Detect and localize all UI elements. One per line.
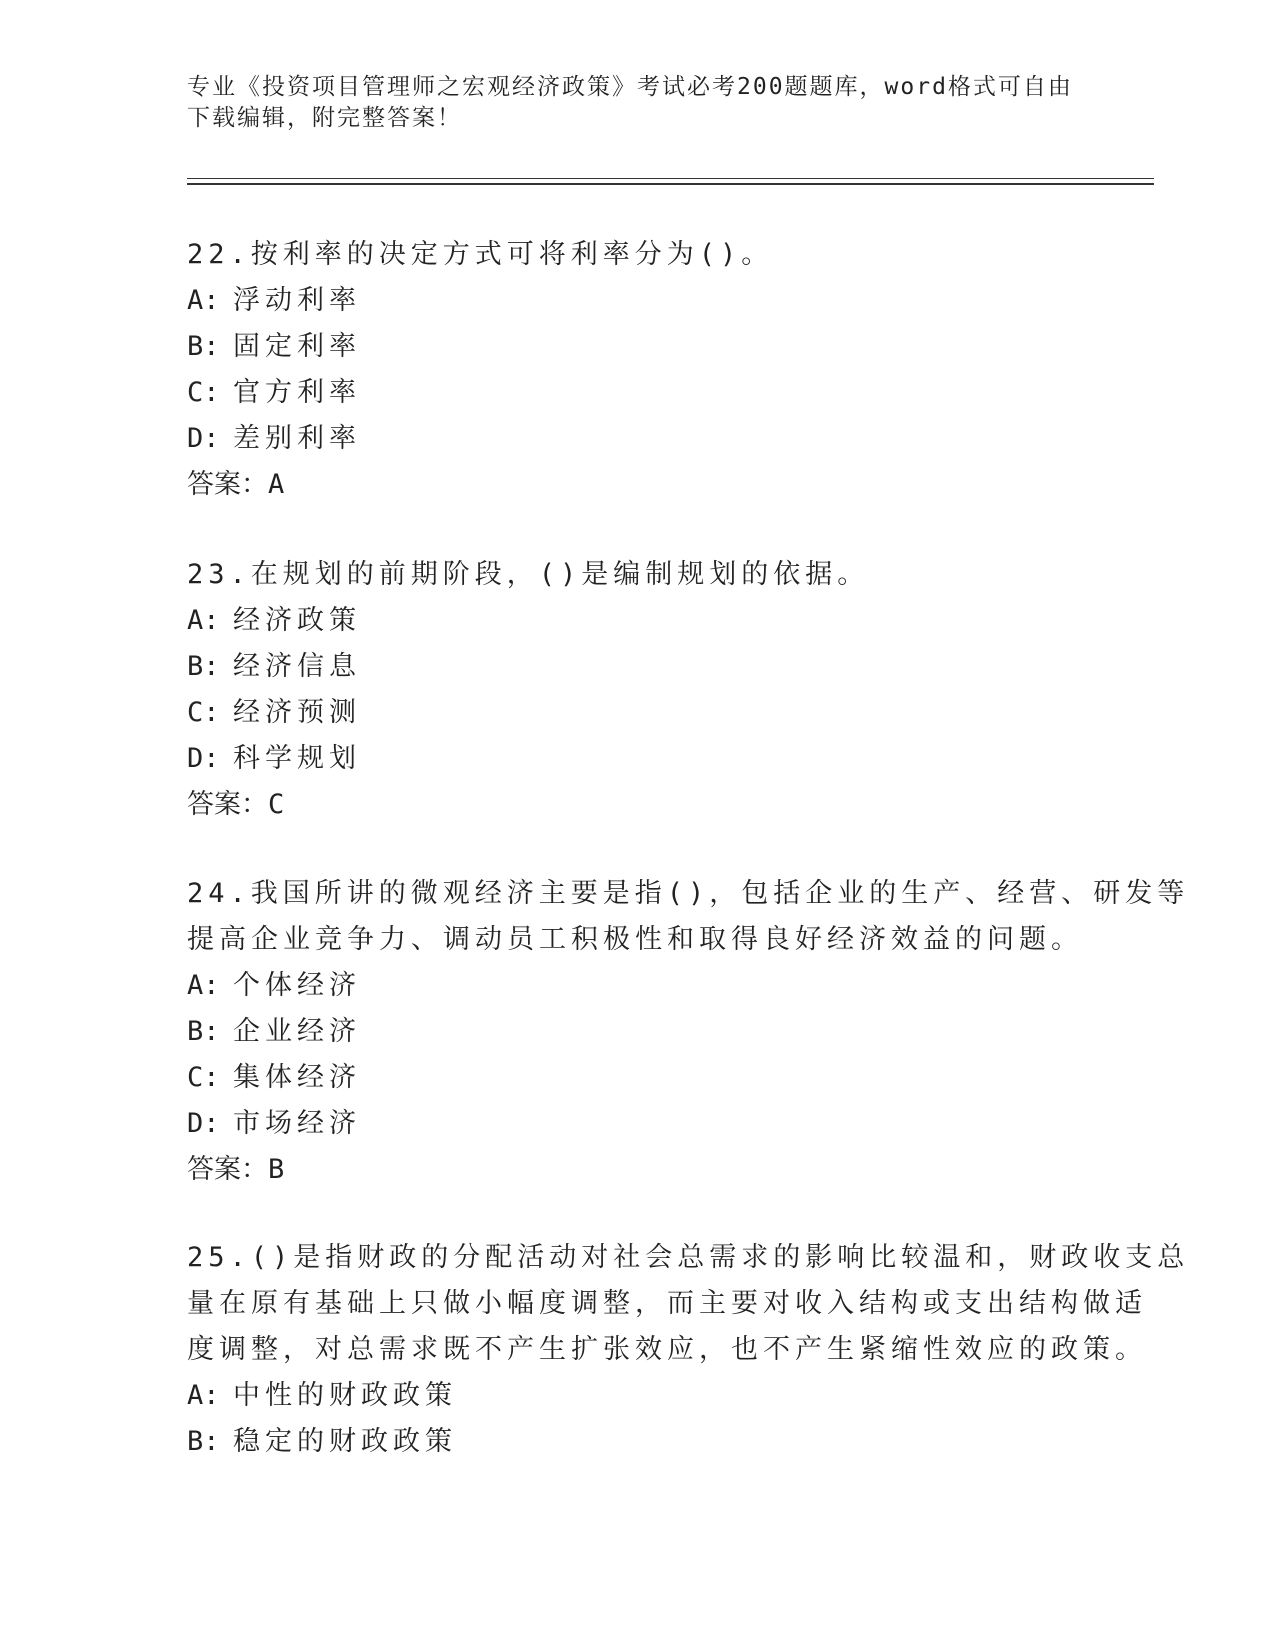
question-22 xyxy=(187,232,1087,508)
option-text: 个体经济 xyxy=(233,970,361,1001)
option-text: 经济预测 xyxy=(233,697,361,728)
option-letter: B: xyxy=(187,1016,220,1047)
question-text xyxy=(187,871,1190,963)
option-text: 科学规划 xyxy=(233,743,361,774)
question-25 xyxy=(187,1235,1190,1465)
option-c xyxy=(187,690,1087,736)
option-b xyxy=(187,644,1087,690)
option-text: 经济信息 xyxy=(233,651,361,682)
option-text: 市场经济 xyxy=(233,1108,361,1139)
option-letter: B: xyxy=(187,331,220,362)
option-text: 稳定的财政政策 xyxy=(233,1426,457,1457)
option-c xyxy=(187,1055,1087,1101)
option-letter: C: xyxy=(187,697,220,728)
option-c xyxy=(187,370,1087,416)
option-text: 企业经济 xyxy=(233,1016,361,1047)
option-letter: A: xyxy=(187,1380,220,1411)
option-b xyxy=(187,1009,1087,1055)
option-d xyxy=(187,416,1087,462)
answer-label: 答案： xyxy=(187,789,268,820)
option-text: 浮动利率 xyxy=(233,285,361,316)
option-b xyxy=(187,324,1087,370)
option-text: 中性的财政政策 xyxy=(233,1380,457,1411)
option-text: 集体经济 xyxy=(233,1062,361,1093)
answer-label: 答案： xyxy=(187,469,268,500)
option-d xyxy=(187,1101,1087,1147)
question-text xyxy=(187,1235,1190,1373)
option-letter: B: xyxy=(187,651,220,682)
option-text: 差别利率 xyxy=(233,423,361,454)
answer-line xyxy=(187,782,1087,828)
document-header xyxy=(187,72,1087,134)
answer-label: 答案： xyxy=(187,1154,268,1185)
question-24 xyxy=(187,871,1190,1193)
question-23 xyxy=(187,552,1087,828)
option-a xyxy=(187,1373,1087,1419)
header-divider-thick xyxy=(187,183,1154,185)
question-line: 25.()是指财政的分配活动对社会总需求的影响比较温和，财政收支总 xyxy=(187,1242,1190,1273)
header-line-2: 下载编辑，附完整答案！ xyxy=(187,105,462,131)
question-line: 提高企业竞争力、调动员工积极性和取得良好经济效益的问题。 xyxy=(187,924,1083,955)
option-d xyxy=(187,736,1087,782)
question-line: 23.在规划的前期阶段，()是编制规划的依据。 xyxy=(187,559,870,590)
question-text xyxy=(187,232,1087,278)
option-b xyxy=(187,1419,1087,1465)
option-letter: A: xyxy=(187,285,220,316)
answer-line xyxy=(187,1147,1087,1193)
option-letter: D: xyxy=(187,423,220,454)
option-letter: D: xyxy=(187,743,220,774)
answer-line xyxy=(187,462,1087,508)
answer-value: A xyxy=(268,469,285,500)
option-a xyxy=(187,963,1087,1009)
question-text xyxy=(187,552,1087,598)
question-line: 度调整，对总需求既不产生扩张效应，也不产生紧缩性效应的政策。 xyxy=(187,1334,1147,1365)
question-line: 量在原有基础上只做小幅度调整，而主要对收入结构或支出结构做适 xyxy=(187,1288,1147,1319)
option-a xyxy=(187,278,1087,324)
answer-value: B xyxy=(268,1154,285,1185)
header-divider-thin xyxy=(187,178,1154,179)
question-line: 24.我国所讲的微观经济主要是指()，包括企业的生产、经营、研发等 xyxy=(187,878,1190,909)
question-line: 22.按利率的决定方式可将利率分为()。 xyxy=(187,239,774,270)
option-text: 经济政策 xyxy=(233,605,361,636)
option-a xyxy=(187,598,1087,644)
option-letter: B: xyxy=(187,1426,220,1457)
option-letter: C: xyxy=(187,1062,220,1093)
option-letter: A: xyxy=(187,605,220,636)
option-letter: A: xyxy=(187,970,220,1001)
header-line-1: 专业《投资项目管理师之宏观经济政策》考试必考200题题库，word格式可自由 xyxy=(187,74,1073,100)
option-letter: C: xyxy=(187,377,220,408)
option-text: 官方利率 xyxy=(233,377,361,408)
answer-value: C xyxy=(268,789,285,820)
option-letter: D: xyxy=(187,1108,220,1139)
option-text: 固定利率 xyxy=(233,331,361,362)
